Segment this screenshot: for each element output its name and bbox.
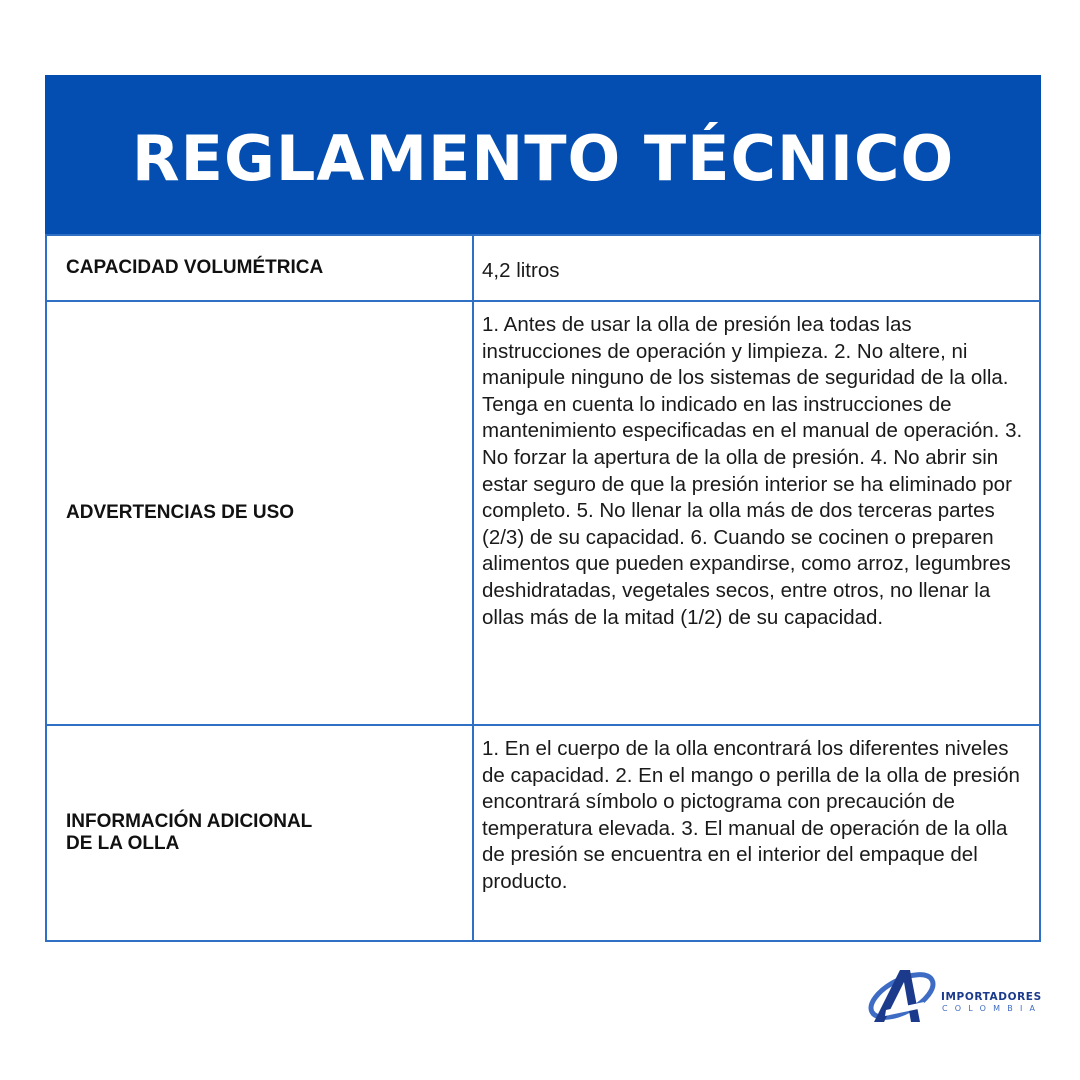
- logo-name: IMPORTADORES: [941, 991, 1042, 1003]
- table-row-warnings: [46, 301, 1040, 725]
- additional-info-label-line2: DE LA OLLA: [66, 833, 180, 854]
- page-title: REGLAMENTO TÉCNICO: [131, 122, 955, 195]
- capacity-value: 4,2 litros: [473, 235, 1040, 301]
- warnings-label: ADVERTENCIAS DE USO: [46, 301, 473, 725]
- warnings-value: 1. Antes de usar la olla de presión lea todas las instrucciones de operación y limpieza. 2. No altere, ni manipule ninguno de los sistemas de seguridad de la olla. Tenga en cuenta lo indicado en las instrucciones de mantenimiento especificadas en el manual de operación. 3. No forzar la apertura de la olla de presión. 4. No abrir sin estar seguro de que la presión interior se ha eliminado por completo. 5. No llenar la olla más de dos terceras partes (2/3) de su capacidad. 6. Cuando se cocinen o preparen alimentos que pueden expandirse, como arroz, legumbres deshidratadas, vegetales secos, entre otros, no llenar la ollas más de la mitad (1/2) de su capacidad.: [473, 301, 1040, 725]
- capacity-label: CAPACIDAD VOLUMÉTRICA: [46, 235, 473, 301]
- additional-info-label-line1: INFORMACIÓN ADICIONAL: [66, 811, 313, 832]
- table-row-capacity: [46, 235, 1040, 301]
- table-row-additional-info: [46, 725, 1040, 941]
- importadores-colombia-logo-icon: [866, 966, 940, 1026]
- logo-subtitle: COLOMBIA: [942, 1004, 1043, 1013]
- spec-table: [45, 234, 1041, 942]
- company-logo: [866, 966, 1046, 1026]
- additional-info-value: 1. En el cuerpo de la olla encontrará los diferentes niveles de capacidad. 2. En el mango o perilla de la olla de presión encontrará símbolo o pictograma con precaución de temperatura elevada. 3. El manual de operación de la olla de presión se encuentra en el interior del empaque del producto.: [473, 725, 1040, 941]
- additional-info-label: [46, 725, 473, 941]
- header-banner: [45, 75, 1041, 234]
